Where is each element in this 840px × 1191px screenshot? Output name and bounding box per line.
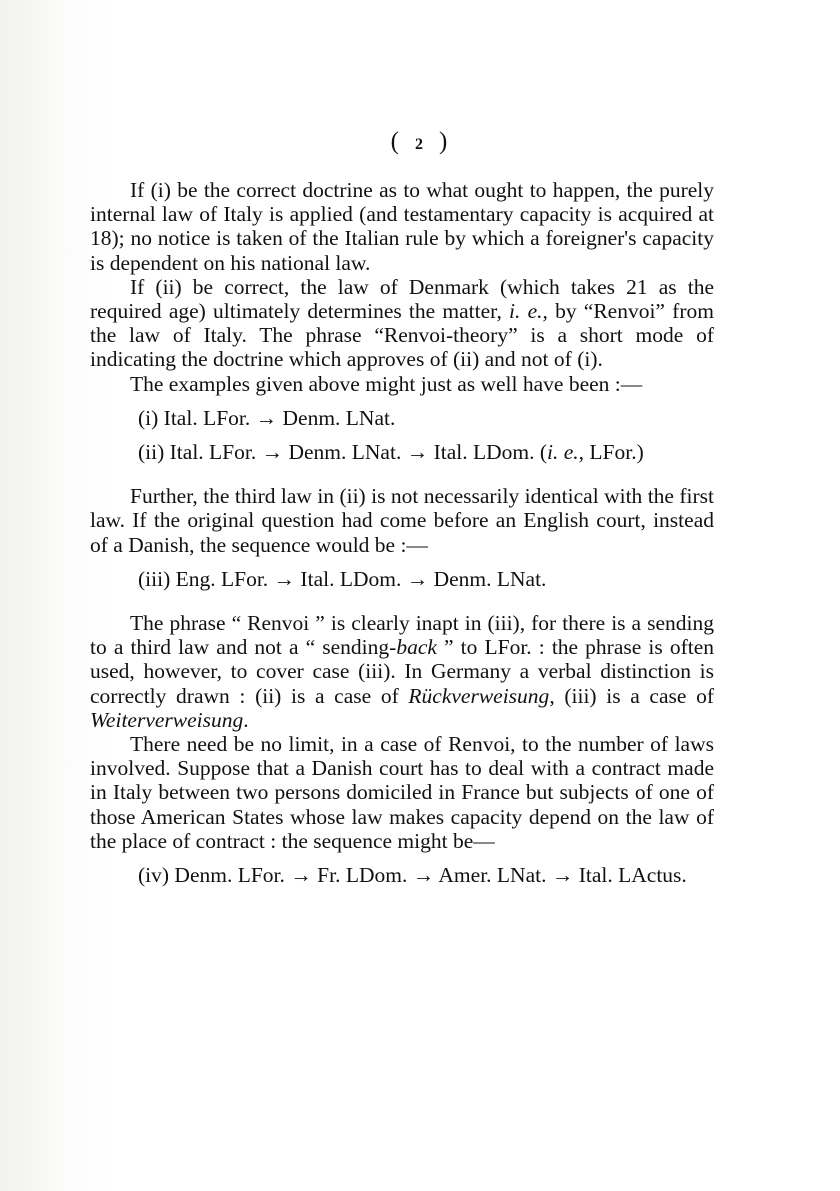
formula-ii-text-a: (ii) Ital. LFor. → Denm. LNat. → Ital. LDom. ( [138, 440, 548, 465]
paragraph-renvoi-inapt [90, 611, 714, 732]
paragraph-doctrine-ii-text-b: , by “Renvoi” from the law of Italy. The phrase “Renvoi-theory” is a short mode of indicating the doctrine which approves of (ii) and not of (i). [90, 299, 714, 372]
paragraph-examples-intro: The examples given above might just as well have been :— [130, 371, 643, 396]
term-ruckverweisung: Rückverweisung [408, 683, 550, 708]
formula-iii: (iii) Eng. LFor. → Ital. LDom. → Denm. LNat. [138, 566, 547, 591]
paragraph-doctrine-ii-text-a: If (ii) be correct, the law of Denmark (which takes 21 as the required age) ultimately determines the matter, [90, 274, 714, 324]
page-number [0, 128, 840, 156]
paragraph-renvoi-text-b: ” to LFor. : the phrase is often used, however, to cover case (iii). In Germany a verbal distinction is correctly drawn : (ii) is a case of [90, 635, 715, 708]
page-number-paren-left: ( [390, 128, 401, 155]
paragraph-third-law: Further, the third law in (ii) is not necessarily identical with the first law. If the original question had come before an English court, instead of a Danish, the sequence would be :— [90, 484, 714, 557]
paragraph-renvoi-text-d: . [243, 707, 249, 732]
paragraph-renvoi-text-c: , (iii) is a case of [549, 683, 714, 708]
page-number-paren-right: ) [439, 128, 450, 155]
formula-ii-text-b: , LFor.) [578, 440, 644, 465]
formula-iv: (iv) Denm. LFor. → Fr. LDom. → Amer. LNat. → Ital. LActus. [138, 863, 687, 888]
page-number-value: 2 [415, 136, 425, 153]
paragraph-doctrine-ii [90, 275, 714, 372]
paragraph-renvoi-text-a: The phrase “ Renvoi ” is clearly inapt in (iii), for there is a sending to a third law and not a “ sending- [90, 611, 714, 660]
paragraph-no-limit: There need be no limit, in a case of Renvoi, to the number of laws involved. Suppose that a Danish court has to deal with a contract made in Italy between two persons domiciled in France but subjects of one of those American States whose law makes capacity depend on the law of the place of contract : the sequence might be— [90, 732, 714, 853]
page-body [90, 178, 714, 887]
term-weiterverweisung: Weiterverweisung [90, 707, 244, 732]
formula-ii-ie: i. e. [547, 440, 579, 465]
ie-abbreviation: i. e. [509, 299, 543, 324]
formula-ii [90, 440, 714, 464]
paragraph-doctrine-i: If (i) be the correct doctrine as to what ought to happen, the purely internal law of Italy is applied (and testamentary capacity is acquired at 18); no notice is taken of the Italian rule by which a foreigner's capacity is dependent on his national law. [90, 178, 714, 275]
formula-i: (i) Ital. LFor. → Denm. LNat. [138, 405, 396, 430]
word-back: back [396, 635, 437, 660]
